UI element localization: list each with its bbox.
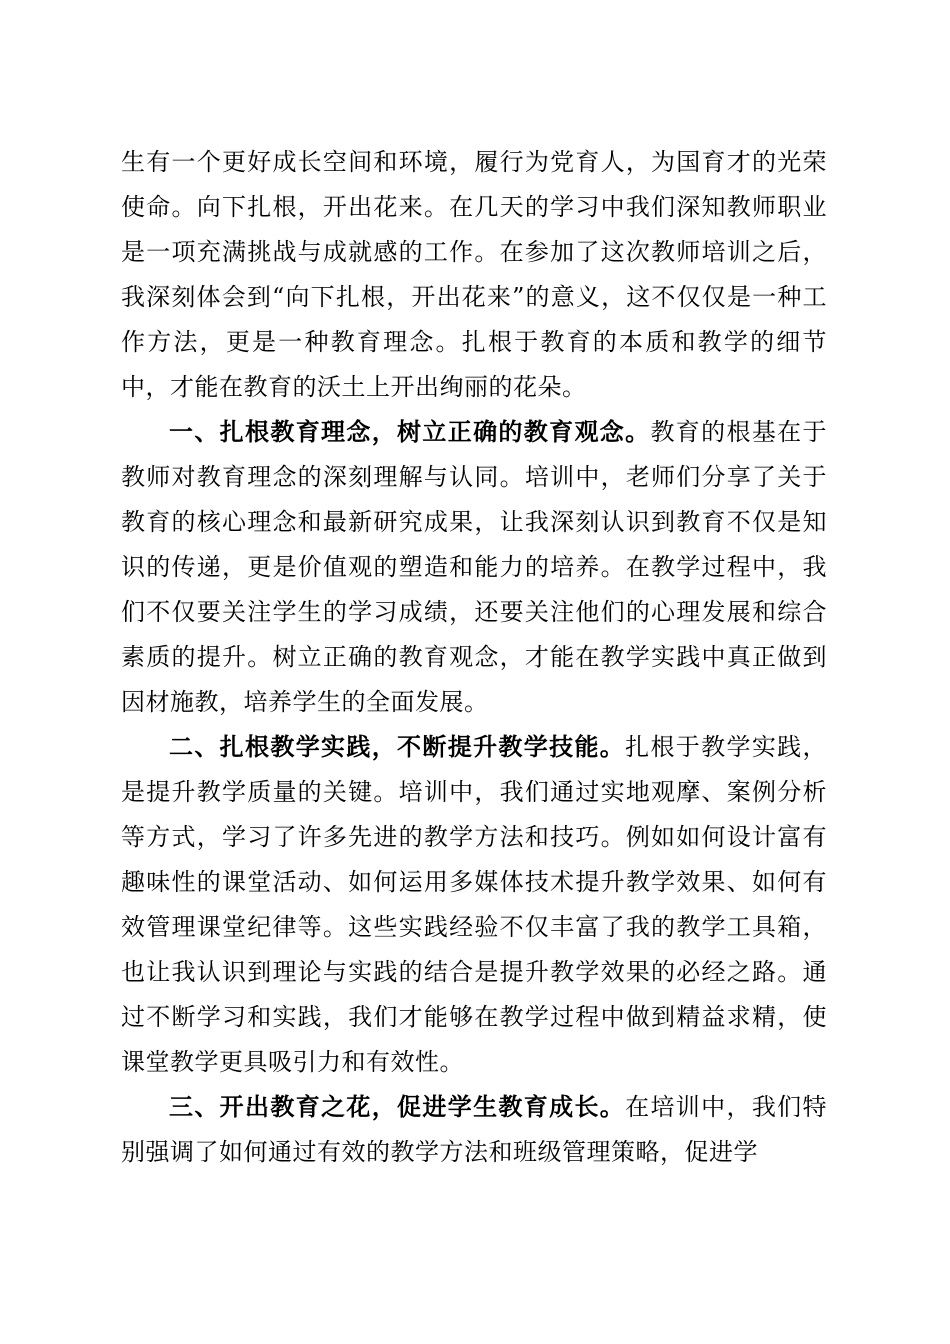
section-2-heading: 二、扎根教学实践，不断提升教学技能。 bbox=[169, 733, 626, 761]
document-body bbox=[121, 140, 827, 1175]
section-3-text: 在培训中，我们特别强调了如何通过有效的教学方法和班级管理策略，促进学 bbox=[121, 1093, 828, 1166]
section-2-paragraph bbox=[121, 725, 827, 1085]
intro-paragraph bbox=[121, 140, 827, 410]
section-3-paragraph bbox=[121, 1085, 827, 1175]
section-2-text: 扎根于教学实践，是提升教学质量的关键。培训中，我们通过实地观摩、案例分析等方式，学习了许多先进的教学方法和技巧。例如如何设计富有趣味性的课堂活动、如何运用多媒体技术提升教学效果、如何有效管理课堂纪律等。这些实践经验不仅丰富了我的教学工具箱，也让我认识到理论与实践的结合是提升教学效果的必经之路。通过不断学习和实践，我们才能够在教学过程中做到精益求精，使课堂教学更具吸引力和有效性。 bbox=[121, 733, 828, 1076]
section-1-heading: 一、扎根教育理念，树立正确的教育观念。 bbox=[169, 418, 651, 446]
intro-text: 生有一个更好成长空间和环境，履行为党育人，为国育才的光荣使命。向下扎根，开出花来。在几天的学习中我们深知教师职业是一项充满挑战与成就感的工作。在参加了这次教师培训之后，我深刻体会到“向下扎根，开出花来”的意义，这不仅仅是一种工作方法，更是一种教育理念。扎根于教育的本质和教学的细节中，才能在教育的沃土上开出绚丽的花朵。 bbox=[121, 148, 827, 401]
section-1-paragraph bbox=[121, 410, 827, 725]
section-1-text: 教育的根基在于教师对教育理念的深刻理解与认同。培训中，老师们分享了关于教育的核心理念和最新研究成果，让我深刻认识到教育不仅是知识的传递，更是价值观的塑造和能力的培养。在教学过程中，我们不仅要关注学生的学习成绩，还要关注他们的心理发展和综合素质的提升。树立正确的教育观念，才能在教学实践中真正做到因材施教，培养学生的全面发展。 bbox=[121, 418, 828, 716]
section-3-heading: 三、开出教育之花，促进学生教育成长。 bbox=[169, 1093, 626, 1121]
